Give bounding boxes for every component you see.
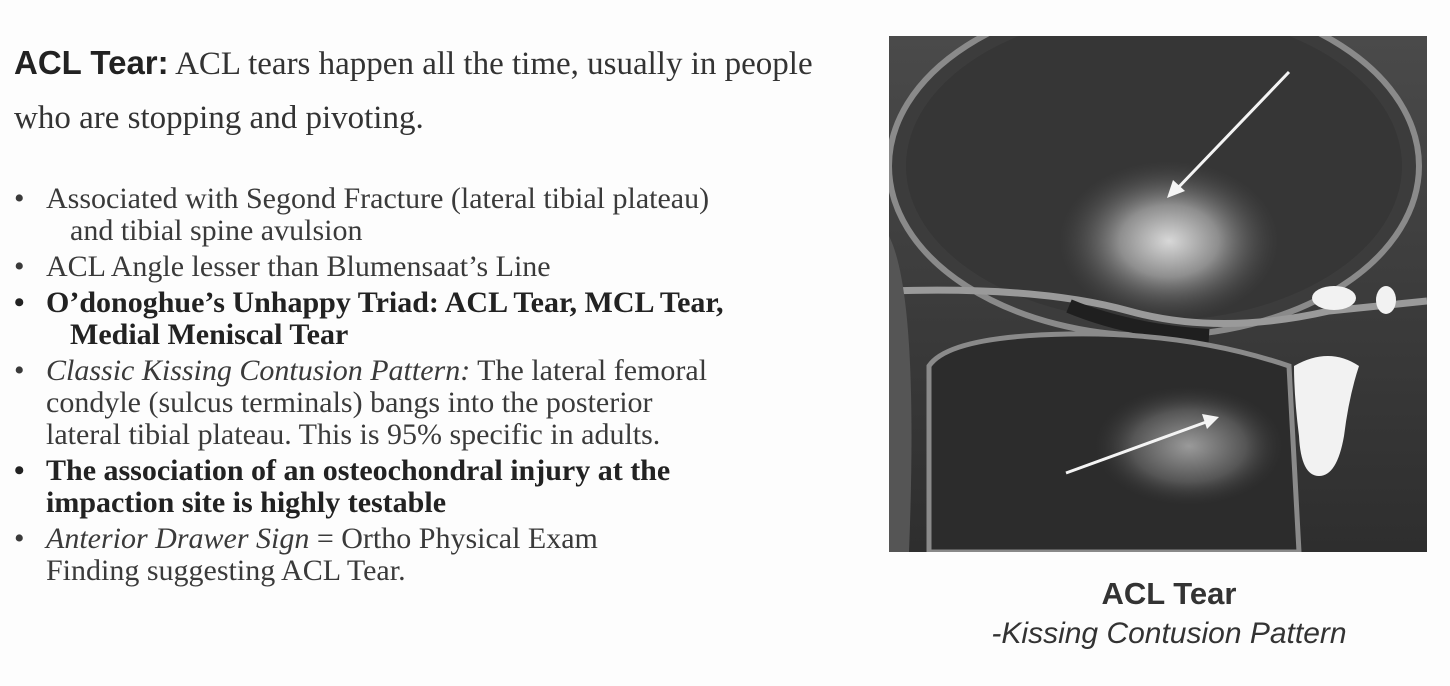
bullet-line: ACL Angle lesser than Blumensaat’s Line (46, 250, 551, 283)
bullet-icon: • (14, 286, 25, 319)
bullet-line: O’donoghue’s Unhappy Triad: ACL Tear, MCL Tear, (46, 286, 724, 319)
tibial-contusion (1094, 386, 1284, 506)
bullet-icon: • (14, 182, 25, 215)
bullet-italic-term: Anterior Drawer Sign (46, 522, 310, 555)
list-item (14, 355, 884, 451)
bullet-line: condyle (sulcus terminals) bangs into the posterior (46, 386, 653, 419)
bullet-line: = Ortho Physical Exam (309, 522, 598, 555)
joint-fluid-small (1312, 286, 1356, 310)
mri-image (889, 36, 1427, 552)
bullet-line: impaction site is highly testable (46, 486, 447, 519)
bullet-icon: • (14, 522, 25, 555)
bullet-italic-term: Classic Kissing Contusion Pattern: (46, 354, 471, 387)
bullet-line: and tibial spine avulsion (70, 214, 363, 247)
caption-title: ACL Tear (1101, 576, 1237, 611)
list-item (14, 287, 884, 351)
bullet-line: The association of an osteochondral injury at the (46, 454, 671, 487)
list-item (14, 523, 884, 587)
bullet-line: lateral tibial plateau. This is 95% specific in adults. (46, 418, 661, 451)
bullet-line: Medial Meniscal Tear (70, 318, 349, 351)
joint-fluid-dot (1376, 286, 1396, 314)
intro-text: ACL tears happen all the time, usually in people who are stopping and pivoting. (14, 46, 813, 136)
bullet-line: The lateral femoral (470, 354, 708, 387)
caption-subtitle: -Kissing Contusion Pattern (991, 617, 1347, 650)
mri-illustration (889, 36, 1427, 552)
figure-caption (889, 574, 1449, 654)
bullet-icon: • (14, 454, 25, 487)
section-heading: ACL Tear: (14, 44, 169, 81)
list-item (14, 183, 884, 247)
femoral-contusion (1059, 161, 1279, 321)
bullet-list (14, 183, 884, 591)
bullet-icon: • (14, 250, 25, 283)
list-item (14, 251, 884, 283)
intro-paragraph (14, 36, 874, 145)
bullet-icon: • (14, 354, 25, 387)
list-item (14, 455, 884, 519)
bullet-line: Associated with Segond Fracture (lateral tibial plateau) (46, 182, 710, 215)
bullet-line: Finding suggesting ACL Tear. (46, 554, 406, 587)
